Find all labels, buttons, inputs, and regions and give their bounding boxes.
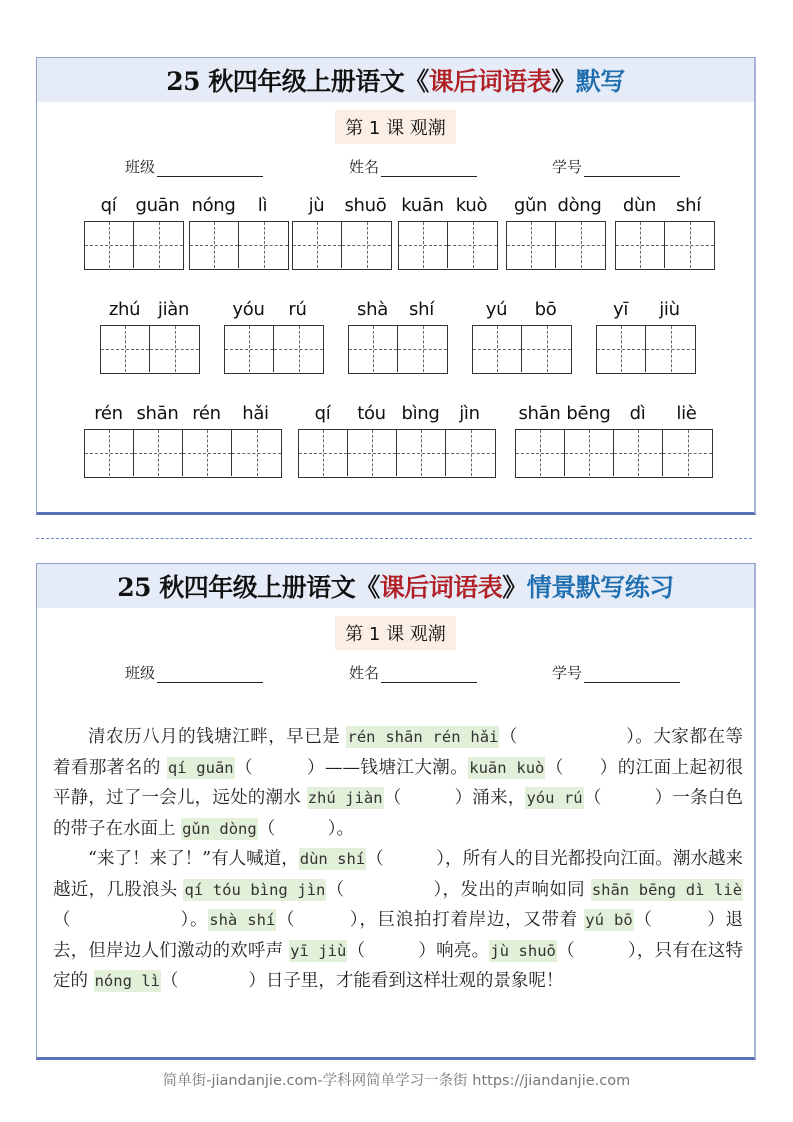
tianzige-grid [348,325,448,374]
pinyin-prompt: gǔn dòng [182,819,257,838]
class-field[interactable] [125,662,263,683]
character-box[interactable] [663,430,712,476]
title-prefix: 25 秋四年级上册语文《 [166,67,429,96]
passage-text: （ ）。 [257,818,354,839]
character-box[interactable] [614,430,663,476]
pinyin-syllable: rén [94,403,123,424]
character-box[interactable] [399,222,448,268]
word-group [615,195,715,270]
pinyin-syllable: dùn [622,195,657,216]
pinyin-syllable: shí [676,195,701,216]
character-box[interactable] [398,326,447,372]
pinyin-syllable: dòng [557,195,602,216]
title-highlight: 课后词语表 [428,67,552,96]
name-line[interactable] [381,663,477,683]
student-info-fields [37,150,754,184]
passage-paragraph-2 [53,844,743,997]
number-line[interactable] [584,663,680,683]
tianzige-grid [84,221,184,270]
dictation-worksheet [36,57,756,515]
word-group [224,299,324,374]
pinyin-label [515,403,713,429]
character-box[interactable] [239,222,288,268]
pinyin-syllable: jiàn [157,299,190,320]
word-group [472,299,572,374]
tianzige-grid [472,325,572,374]
pinyin-prompt: shà shí [209,911,276,929]
pinyin-prompt: yóu rú [526,789,583,807]
tianzige-grid [189,221,289,270]
name-field[interactable] [349,662,477,683]
character-box[interactable] [646,326,695,372]
passage-text: （ ）——钱塘江大潮。 [234,757,469,778]
pinyin-prompt: rén shān rén hǎi [347,728,499,746]
pinyin-syllable: guān [135,195,180,216]
character-box[interactable] [232,430,281,476]
pinyin-syllable: shà [357,299,388,320]
class-label: 班级 [125,158,156,176]
pinyin-syllable: jiù [659,299,680,320]
word-group [515,403,713,478]
pinyin-syllable: shuō [344,195,387,216]
pinyin-prompt: zhú jiàn [307,789,383,807]
character-box[interactable] [349,326,398,372]
lesson-label: 第 1 课 观潮 [335,110,456,144]
context-dictation-worksheet [36,563,756,1060]
passage-text: （ ），巨浪拍打着岸边，又带着 [276,910,585,930]
pinyin-prompt: yú bō [585,911,633,929]
character-box[interactable] [516,430,565,476]
pinyin-label [398,195,498,221]
character-box[interactable] [299,430,348,476]
number-field[interactable] [552,662,680,683]
word-group [100,299,200,374]
passage-text: （ ）。 [53,910,209,930]
pinyin-syllable: nóng [191,195,236,216]
pinyin-syllable: liè [676,403,697,424]
class-line[interactable] [157,663,263,683]
tianzige-grid [84,429,282,478]
character-box[interactable] [473,326,522,372]
name-label: 姓名 [349,664,380,682]
pinyin-prompt: dùn shí [299,850,366,868]
pinyin-label [224,299,324,325]
pinyin-syllable: yú [485,299,508,320]
word-group [298,403,496,478]
name-line[interactable] [381,157,477,177]
pinyin-prompt: shān bēng dì liè [591,880,743,899]
title-bracket: 》 [551,67,576,96]
pinyin-syllable: bō [534,299,557,320]
pinyin-syllable: bìng [401,403,440,424]
passage-text: （ ）。大家都在等着看那著名的 [53,727,744,778]
passage-text: 清农历八月的钱塘江畔，早已是 [88,727,347,747]
pinyin-label [292,195,392,221]
tianzige-grid [596,325,696,374]
word-group [596,299,696,374]
word-group [189,195,289,270]
lesson-label: 第 1 课 观潮 [335,616,456,650]
character-box[interactable] [101,326,150,372]
cut-line-divider [36,538,752,539]
number-line[interactable] [584,157,680,177]
pinyin-label [506,195,606,221]
pinyin-syllable: shān [136,403,179,424]
pinyin-syllable: lì [257,195,268,216]
tianzige-grid [224,325,324,374]
number-label: 学号 [552,664,583,682]
character-box[interactable] [522,326,571,372]
pinyin-prompt: qí guān [167,758,234,777]
pinyin-syllable: yóu [232,299,265,320]
pinyin-syllable: hǎi [242,403,269,424]
worksheet-title [37,564,754,608]
pinyin-prompt: jù shuō [490,941,556,960]
pinyin-label [472,299,572,325]
pinyin-syllable: rú [288,299,307,320]
name-label: 姓名 [349,158,380,176]
character-box[interactable] [134,222,183,268]
passage [53,722,743,997]
passage-paragraph-1 [53,722,743,844]
character-box[interactable] [85,430,134,476]
passage-text: （ ）退去，但岸边人们激动的欢呼声 [53,910,744,961]
pinyin-syllable: bēng [566,403,611,424]
title-tail: 默写 [575,67,625,96]
worksheet-title [37,58,754,102]
pinyin-prompt: qí tóu bìng jìn [184,880,326,899]
pinyin-prompt: kuān kuò [469,758,545,777]
pinyin-label [596,299,696,325]
character-box[interactable] [348,430,397,476]
pinyin-label [298,403,496,429]
character-box[interactable] [565,430,614,476]
title-tail: 情景默写练习 [526,573,674,602]
pinyin-label [84,403,282,429]
tianzige-grid [100,325,200,374]
character-box[interactable] [225,326,274,372]
class-field[interactable] [125,156,263,177]
tianzige-grid [298,429,496,478]
character-box[interactable] [446,430,495,476]
number-field[interactable] [552,156,680,177]
pinyin-label [100,299,200,325]
class-label: 班级 [125,664,156,682]
pinyin-prompt: yī jiù [290,941,347,960]
pinyin-syllable: zhú [108,299,141,320]
title-bracket: 》 [502,573,527,602]
pinyin-syllable: dì [629,403,646,424]
number-label: 学号 [552,158,583,176]
tianzige-grid [292,221,392,270]
passage-text: （ ），发出的声响如同 [326,879,591,900]
pinyin-syllable: kuò [455,195,488,216]
word-group [348,299,448,374]
tianzige-grid [615,221,715,270]
character-box[interactable] [448,222,497,268]
pinyin-prompt: nóng lì [94,972,160,990]
word-group [84,195,184,270]
character-box[interactable] [134,430,183,476]
name-field[interactable] [349,156,477,177]
character-box[interactable] [190,222,239,268]
title-prefix: 25 秋四年级上册语文《 [117,573,380,602]
pinyin-label [615,195,715,221]
pinyin-syllable: kuān [401,195,444,216]
character-box[interactable] [665,222,714,268]
student-info-fields [37,656,754,690]
pinyin-label [348,299,448,325]
character-box[interactable] [274,326,323,372]
word-group [506,195,606,270]
character-box[interactable] [397,430,446,476]
pinyin-syllable: jìn [459,403,480,424]
footer-watermark: 简单街-jiandanjie.com-学科网简单学习一条街 https://jiandanjie.com [162,1073,631,1089]
character-box[interactable] [597,326,646,372]
passage-text: “来了！来了！”有人喊道， [88,849,299,869]
pinyin-syllable: tóu [357,403,386,424]
tianzige-grid [515,429,713,478]
passage-text: （ ），只有在这特定的 [53,940,744,991]
character-box[interactable] [556,222,605,268]
pinyin-syllable: qí [100,195,117,216]
word-group [398,195,498,270]
passage-text: （ ）一条白色的带子在水面上 [53,788,744,839]
character-box[interactable] [342,222,391,268]
pinyin-syllable: gǔn [513,195,548,216]
pinyin-syllable: jù [308,195,325,216]
pinyin-label [189,195,289,221]
pinyin-label [84,195,184,221]
pinyin-syllable: qí [314,403,331,424]
character-box[interactable] [85,222,134,268]
pinyin-syllable: shān [518,403,561,424]
passage-text: （ ）响亮。 [347,940,490,961]
character-box[interactable] [616,222,665,268]
pinyin-syllable: rén [192,403,221,424]
pinyin-syllable: shí [409,299,434,320]
character-box[interactable] [150,326,199,372]
pinyin-syllable: yī [612,299,629,320]
title-highlight: 课后词语表 [379,573,503,602]
passage-text: （ ）的江面上起初很平静，过了一会儿，远处的潮水 [53,757,744,808]
passage-text: （ ）涌来， [383,788,526,808]
word-group [292,195,392,270]
word-group [84,403,282,478]
character-box[interactable] [507,222,556,268]
passage-text: （ ）日子里，才能看到这样壮观的景象呢！ [160,971,564,991]
passage-text: （ ），所有人的目光都投向江面。潮水越来越近，几股浪头 [53,849,743,900]
tianzige-grid [398,221,498,270]
class-line[interactable] [157,157,263,177]
character-box[interactable] [293,222,342,268]
character-box[interactable] [183,430,232,476]
tianzige-grid [506,221,606,270]
